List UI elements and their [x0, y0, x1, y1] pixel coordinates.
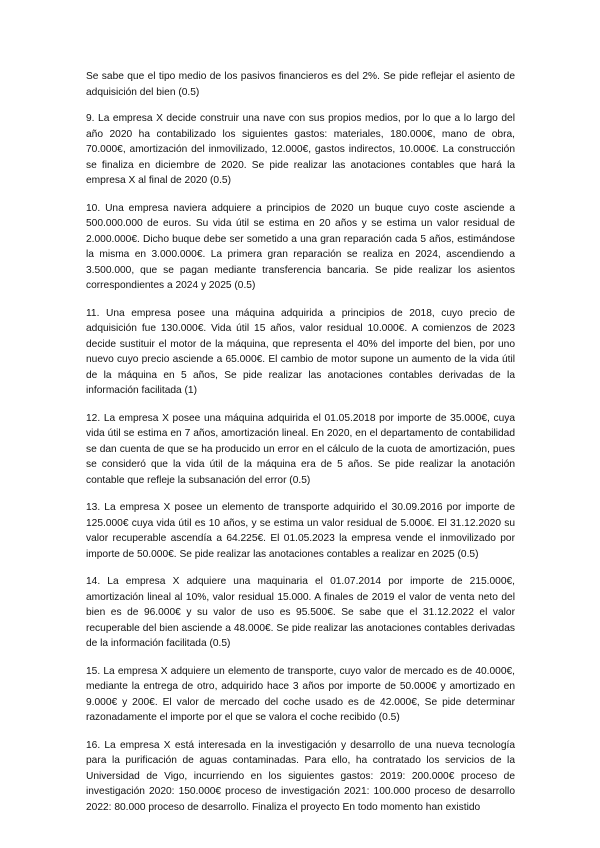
paragraph-intro: Se sabe que el tipo medio de los pasivos financieros es del 2%. Se pide reflejar el asiento de adquisición del bien (0.5) [86, 71, 515, 98]
paragraph-exercise-9: 9. La empresa X decide construir una nave con sus propios medios, por lo que a lo largo del año 2020 ha contabilizado los siguientes gastos: materiales, 180.000€, mano de obra, 70.000€, amortización del inmovilizado, 12.000€, gastos indirectos, 10.000€. La construcción se finaliza en diciembre de 2020. Se pide realizar las anotaciones contables que hará la empresa X al final de 2020 (0.5) [86, 113, 515, 186]
paragraph-exercise-16: 16. La empresa X está interesada en la investigación y desarrollo de una nueva tecnología para la purificación de aguas contaminadas. Para ello, ha contratado los servicios de la Universidad de Vigo, incurriendo en los siguientes gastos: 2019: 200.000€ proceso de investigación 2020: 150.000€ proceso de investigación 2021: 100.000 proceso de desarrollo 2022: 80.000 proceso de desarrollo. Finaliza el proyecto En todo momento han existido [86, 739, 515, 813]
paragraph-exercise-15: 15. La empresa X adquiere un elemento de transporte, cuyo valor de mercado es de 40.000€, mediante la entrega de otro, adquirido hace 3 años por importe de 50.000€ y amortizado en 9.000€ y 200€. El valor de mercado del coche usado es de 42.000€, Se pide determinar razonadamente el importe por el que se valora el coche recibido (0.5) [86, 665, 515, 723]
paragraph-exercise-13: 13. La empresa X posee un elemento de transporte adquirido el 30.09.2016 por importe de 125.000€ cuya vida útil es 10 años, y se estima un valor residual de 5.000€. El 31.12.2020 su valor recuperable ascendía a 64.225€. El 01.05.2023 la empresa vende el inmovilizado por importe de 50.000€. Se pide realizar las anotaciones contables a realizar en 2025 (0.5) [86, 502, 515, 560]
paragraph-exercise-12: 12. La empresa X posee una máquina adquirida el 01.05.2018 por importe de 35.000€, cuya vida útil se estima en 7 años, amortización lineal. En 2020, en el departamento de contabilidad se dan cuenta de que se ha producido un error en el cálculo de la cuota de amortización, pues se consideró que la vida útil de la máquina era de 5 años. Se pide realizar la anotación contable que refleje la subsanación del error (0.5) [86, 412, 515, 486]
document-page [86, 69, 515, 827]
paragraph-exercise-11: 11. Una empresa posee una máquina adquirida a principios de 2018, cuyo precio de adquisición fue 130.000€. Vida útil 15 años, valor residual 10.000€. A comienzos de 2023 decide sustituir el motor de la máquina, que representa el 40% del importe del bien, por uno nuevo cuyo precio asciende a 65.000€. El cambio de motor supone un aumento de la vida útil de la máquina en 5 años, Se pide realizar las anotaciones contables derivadas de la información facilitada (1) [86, 307, 515, 396]
paragraph-exercise-10: 10. Una empresa naviera adquiere a principios de 2020 un buque cuyo coste asciende a 500.000.000 de euros. Su vida útil se estima en 20 años y se estima un valor residual de 2.000.000€. Dicho buque debe ser sometido a una gran reparación cada 5 años, estimándose la misma en 3.000.000€. La primera gran reparación se realiza en 2024, ascendiendo a 3.500.000, que se pagan mediante transferencia bancaria. Se pide realizar los asientos correspondientes a 2024 y 2025 (0.5) [86, 202, 515, 291]
paragraph-exercise-14: 14. La empresa X adquiere una maquinaria el 01.07.2014 por importe de 215.000€, amortización lineal al 10%, valor residual 15.000. A finales de 2019 el valor de venta neto del bien es de 96.000€ y su valor de uso es 95.500€. Se sabe que el 31.12.2022 el valor recuperable del bien asciende a 48.000€. Se pide realizar las anotaciones contables derivadas de la información facilitada (0.5) [86, 576, 515, 649]
